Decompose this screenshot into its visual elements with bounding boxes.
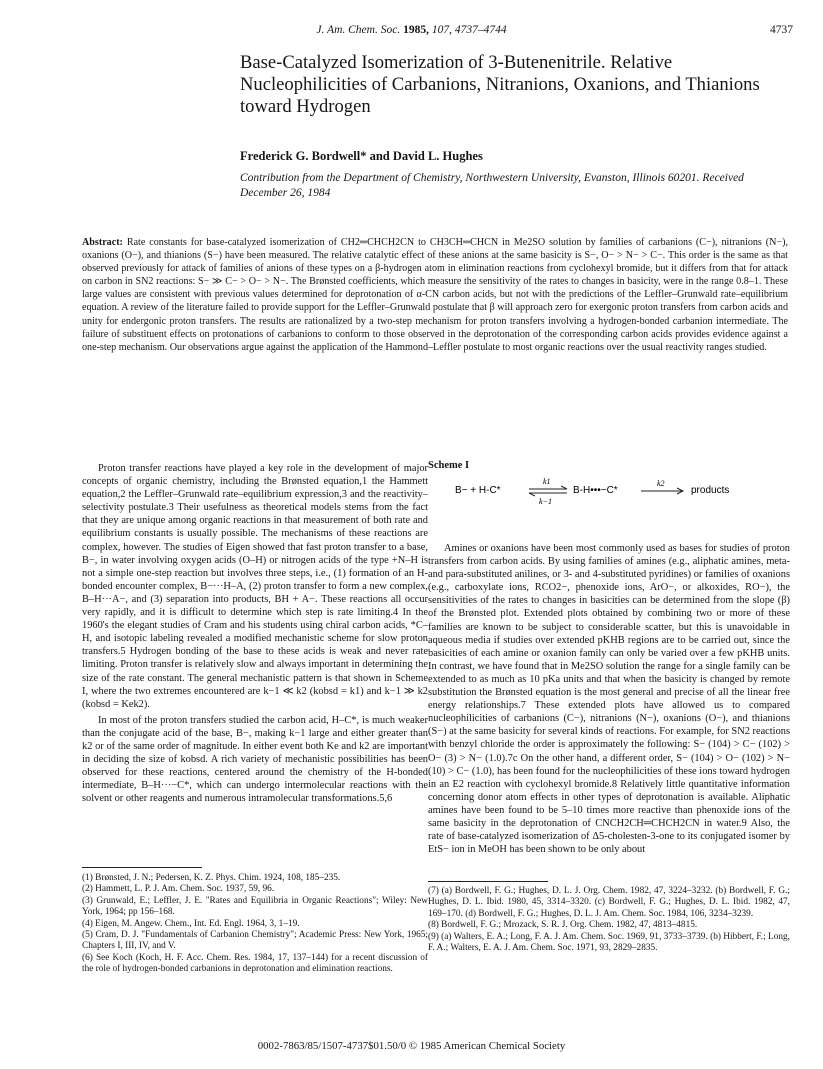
article-title: Base-Catalyzed Isomerization of 3-Butenenitrile. Relative Nucleophilicities of Carbanions, Nitranions, Oxanions, and Thianions toward Hydrogen <box>240 52 760 117</box>
rate-constant-k1: k1 <box>543 477 551 486</box>
footnotes-right <box>428 886 790 954</box>
abstract <box>82 236 788 354</box>
journal-year: 1985, <box>403 24 429 36</box>
footnote: (6) See Koch (Koch, H. F. Acc. Chem. Res. 1984, 17, 137–144) for a recent discussion of the role of hydrogen-bonded carbanions in deprotonation and elimination reactions. <box>82 952 428 975</box>
footnote: (2) Hammett, L. P. J. Am. Chem. Soc. 1937, 59, 96. <box>82 884 275 895</box>
journal-name: J. Am. Chem. Soc. <box>316 24 401 36</box>
footnote: (5) Cram, D. J. "Fundamentals of Carbanion Chemistry"; Academic Press: New York, 1965; Chapters I, III, IV, and V. <box>82 930 428 952</box>
paragraph: Amines or oxanions have been most commonly used as bases for studies of proton transfers from carbon acids. By using families of amines (e.g., aliphatic amines, meta- and para-substituted anilines, or 3- and 4-substituted pyridines) or families of oxanions (e.g., carboxylate ions, RCO2−, phenoxide ions, ArO−, or alkoxides, RO−), the sensitivities of the rates to changes in basicities can be determined from the slope (β) of the Brønsted plot. Extended plots obtained by combining two or more of these families are known to be subject to considerable scatter, but this is unavoidable in aqueous media if studies over extended pKHB regions are to be carried out, since the basicities of each amine or oxanion family can only be varied over a few pKHB units. In contrast, we have found that in Me2SO solution the range for a single family can be extended to as much as 10 pKa units and that when the basicity is changed by remote substitution the Brønsted equation is the most general and precise of all the linear free energy relationships.7 These extended plots have allowed us to compared nucleophilicities of carbanions (C−), nitranions (N−), oxanions (O−), and thianions (S−) at the same basicity for several kinds of reactions. For example, for SN2 reactions with benzyl chloride the order is approximately the following: S− (104) > C− (102) > O− (3) > N− (1.0).7c On the other hand, a different order, S− (104) > O− (102) > N− (10) > C− (1.0), has been found for the nucleophilicities of these ions toward hydrogen in an E2 reaction with cyclohexyl bromide.8 Relatively little quantitative information concerning donor atom effects in other types of deprotonation is available. Aliphatic amines have been found to be 5–10 times more reactive than phenoxide ions of the same basicity in the deprotonation of CNCH2CH═CHCH2CN in water.9 Also, the rate of base-catalyzed isomerization of Δ5-cholesten-3-one to its conjugated isomer by EtS− ion in MeOH has been shown to be only about <box>428 543 790 856</box>
running-header <box>0 24 823 36</box>
footnote: (3) Grunwald, E.; Leffler, J. E. "Rates and Equilibria in Organic Reactions"; Wiley: New York, 1964; pp 156–168. <box>82 895 428 918</box>
authors: Frederick G. Bordwell* and David L. Hughes <box>240 149 483 163</box>
abstract-text: Rate constants for base-catalyzed isomerization of CH2═CHCH2CN to CH3CH═CHCN in Me2SO solution by families of carbanions (C−), nitranions (N−), oxanions (O−), and thianions (S−) have been measured. The relative catalytic effect of these anions at the same basicity is S−, O− > N− > C−. This order is the same as that observed previously for attack of families of anions of these types on a β-hydrogen atom in elimination reactions from cyclohexyl bromide, but it differs from that for attack on carbon in SN2 reactions: S− ≫ C− > O− > N−. The Brønsted coefficients, which measure the sensitivity of the rates to changes in basicity, were in the range 0.8–1. These large values are consistent with previous values determined for deprotonation of α-CN carbon acids, but not with the predictions of the Leffler–Grunwald rate–equilibrium equation. A review of the literature failed to provide support for the Leffler–Grunwald postulate that β will approach zero for exergonic proton transfers from carbon acids and unity for endergonic proton transfers. The results are rationalized by a two-step mechanism for proton transfers involving a hydrogen-bonded carbanion intermediate. The failure of substituent effects on protonations of carbanions to conform to those observed in the deprotonation of the corresponding carbon acids provides evidence against a one-step mechanism. Our observations argue against the application of the Hammond–Leffler postulate to most organic reactions over the usual reactivity ranges studied. <box>82 237 788 353</box>
scheme-reactants: B− + H-C* <box>455 485 501 496</box>
body-left-column <box>82 462 428 808</box>
footnote: (1) Brønsted, J. N.; Pedersen, K. Z. Phys. Chim. 1924, 108, 185–235. <box>82 873 341 883</box>
footnote: (7) (a) Bordwell, F. G.; Hughes, D. L. J. Org. Chem. 1982, 47, 3224–3232. (b) Bordwell, F. G.; Hughes, D. L. Ibid. 1980, 45, 3314–3320. (c) Bordwell, F. G.; Hughes, D. L. Ibid. 1982, 47, 169–170. (d) Bordwell, F. G.; Hughes, D. L. J. Am. Chem. Soc. 1984, 106, 3234–3239. <box>428 886 790 919</box>
footnote-rule <box>82 867 202 868</box>
abstract-label: Abstract: <box>82 237 123 248</box>
footnotes-left <box>82 873 428 976</box>
journal-volume-pages: 107, 4737–4744 <box>431 24 507 36</box>
scheme-products: products <box>691 485 730 496</box>
paragraph: Proton transfer reactions have played a key role in the development of major concepts of organic chemistry, including the Brønsted equation,1 the Hammett equation,2 the Leffler–Grunwald rate–equilibrium expression,3 and the reactivity–selectivity postulate.3 Their usefulness as theoretical models stems from the fact that they are unique among organic reactions in that measurement of both rate and equilibrium constants is usually possible. The mechanisms of these reactions are complex, however. The studies of Eigen showed that fast proton transfer to a base, B−, in water involving oxygen acids (O–H) or nitrogen acids of the type +N–H is not a simple one-step reaction but involves three steps, i.e., (1) formation of an H-bonded encounter complex, B−···H–A, (2) proton transfer to form a new complex, B–H···A−, and (3) separation into products, BH + A−. These reactions all occur very rapidly, and it is difficult to determine which step is rate limiting.4 In the 1960's the elegant studies of Cram and his students using chiral carbon acids, *C–H, and isotopic labeling revealed a modified mechanistic scheme for slow proton transfers.5 Hydrogen bonding of the base to these acids is weak and never rate limiting. Proton transfer is relatively slow and always important in determining the size of the rate constant. The general mechanistic pattern is that shown in Scheme I, where the two extremes encountered are k−1 ≪ k2 (kobsd = k1) and k−1 ≫ k2 (kobsd = Kek2). <box>82 463 428 710</box>
rate-constant-k-1: k−1 <box>539 497 552 506</box>
scheme-title: Scheme I <box>428 460 470 471</box>
affiliation: Contribution from the Department of Chemistry, Northwestern University, Evanston, Illinois 60201. Received December 26, 1984 <box>240 172 744 199</box>
footnote: (9) (a) Walters, E. A.; Long, F. A. J. Am. Chem. Soc. 1969, 91, 3733–3739. (b) Hibbert, F.; Long, F. A.; Walters, E. A. J. Am. Chem. Soc. 1971, 93, 2829–2835. <box>428 931 790 954</box>
paragraph: In most of the proton transfers studied the carbon acid, H–C*, is much weaker than the conjugate acid of the base, B−, making k−1 large and either greater than k2 or of the same order of magnitude. In either event both Ke and k2 are important in deciding the size of kobsd. A rich variety of mechanistic possibilities has been observed for these reactions, centered around the chemistry of the H-bonded intermediate, B–H···−C*, which can undergo intermolecular reactions with the solvent or other reagents and numerous intramolecular transformations.5,6 <box>82 714 428 805</box>
scheme-diagram <box>455 471 785 509</box>
scheme-intermediate: B-H•••−C* <box>573 485 618 496</box>
body-right-column <box>428 542 790 859</box>
footnote-rule <box>428 881 548 882</box>
footnote: (4) Eigen, M. Angew. Chem., Int. Ed. Engl. 1964, 3, 1–19. <box>82 918 300 929</box>
page-number: 4737 <box>770 24 793 36</box>
footnote: (8) Bordwell, F. G.; Mrozack, S. R. J. Org. Chem. 1982, 47, 4813–4815. <box>428 920 698 931</box>
copyright-footer: 0002-7863/85/1507-4737$01.50/0 © 1985 American Chemical Society <box>257 1040 566 1052</box>
rate-constant-k2: k2 <box>657 479 665 488</box>
